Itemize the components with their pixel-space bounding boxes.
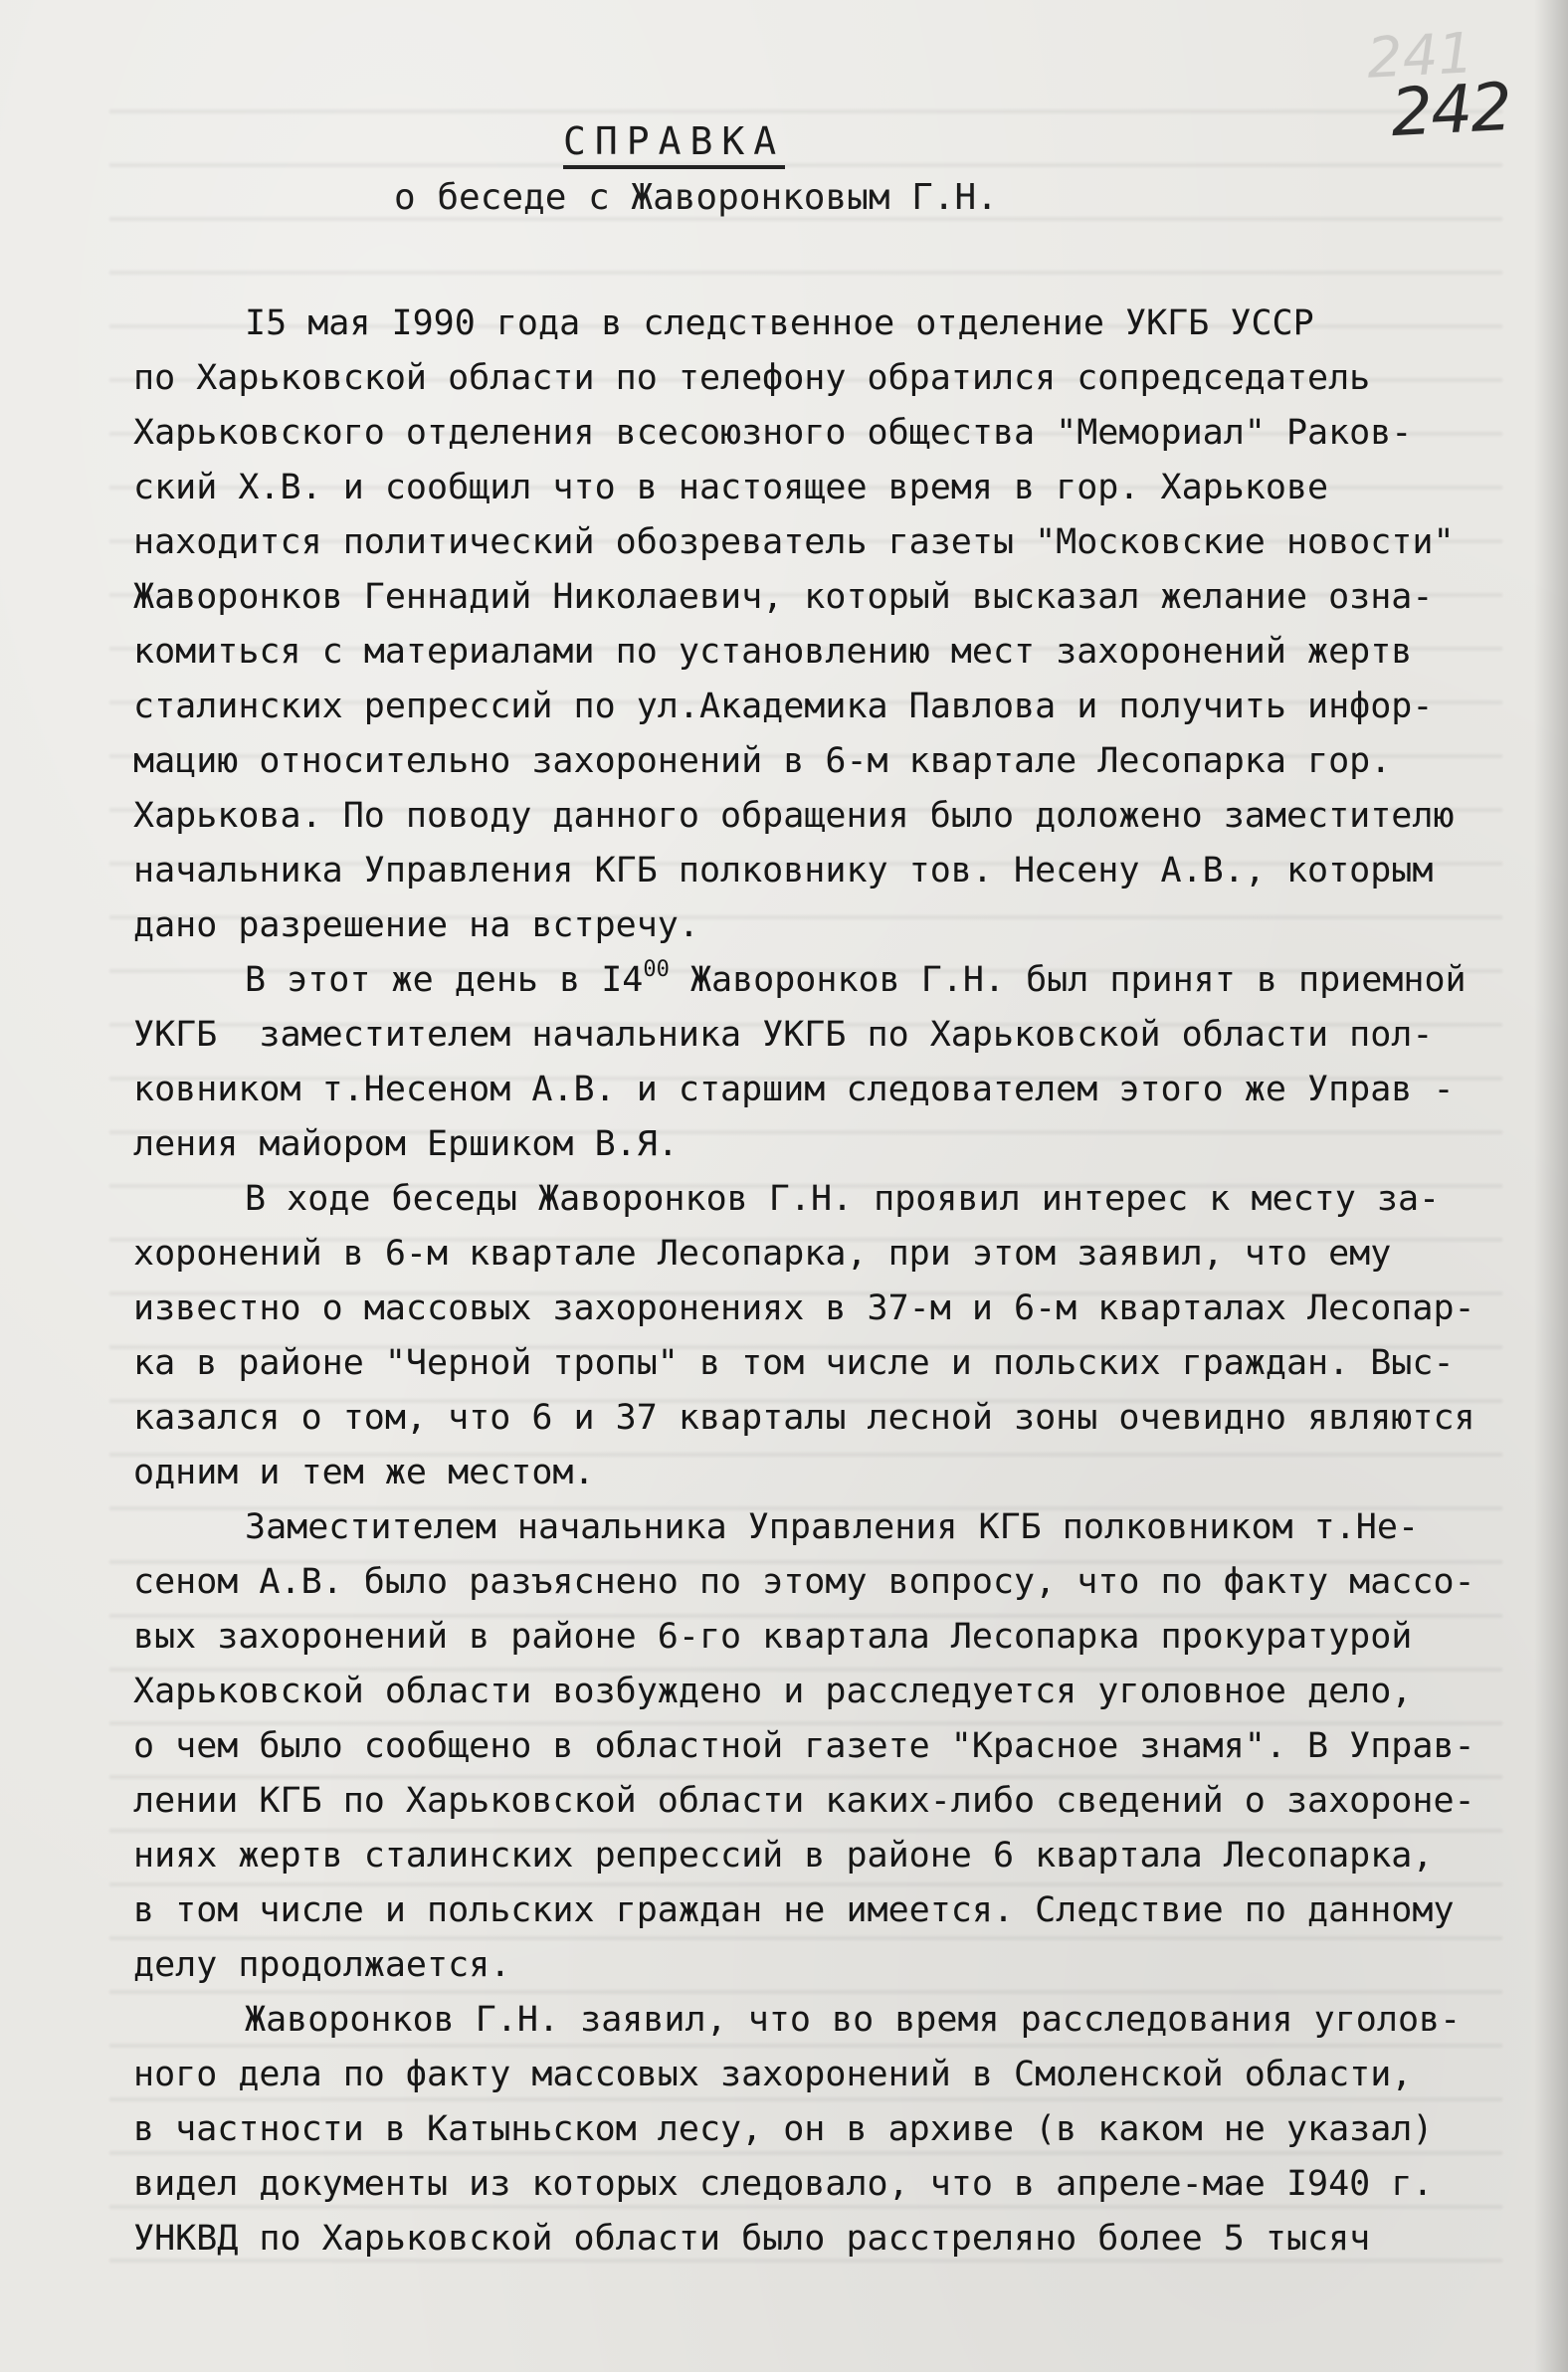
text-line: казался о том, что 6 и 37 кварталы лесной зоны очевидно являются [133,1398,1475,1438]
text-line: комиться с материалами по установлению мест захоронений жертв [133,632,1413,672]
text-line: УНКВД по Харьковской области было расстреляно более 5 тысяч [133,2219,1371,2259]
text-line: в частности в Катыньском лесу, он в архиве (в каком не указал) [133,2109,1434,2149]
text-line: сеном А.В. было разъяснено по этому вопросу, что по факту массо- [133,1562,1475,1602]
text-line: ковником т.Несеном А.В. и старшим следователем этого же Управ - [133,1070,1455,1109]
text-line: Заместителем начальника Управления КГБ полковником т.Не- [245,1507,1420,1547]
text-line: находится политический обозреватель газеты "Московские новости" [133,522,1455,562]
text-line: начальника Управления КГБ полковнику тов. Несену А.В., которым [133,851,1434,890]
text-line: дано разрешение на встречу. [133,905,699,945]
text-line: ка в районе "Черной тропы" в том числе и польских граждан. Выс- [133,1343,1455,1383]
text-line: УКГБ заместителем начальника УКГБ по Харьковской области пол- [133,1015,1434,1055]
text-line: ного дела по факту массовых захоронений в Смоленской области, [133,2055,1413,2094]
time-after: Жаворонков Г.Н. был принят в приемной [669,960,1467,1000]
text-line: Харьковского отделения всесоюзного общества "Мемориал" Раков- [133,413,1413,453]
text-line: в том числе и польских граждан не имеется. Следствие по данному [133,1890,1455,1930]
text-line: по Харьковской области по телефону обратился сопредседатель [133,358,1371,398]
text-line: Жаворонков Г.Н. заявил, что во время расследования уголов- [245,2000,1462,2040]
crossed-page-number: 241 [1365,21,1475,92]
text-line: ский Х.В. и сообщил что в настоящее время в гор. Харькове [133,468,1329,507]
text-line: Харьковской области возбуждено и расследуется уголовное дело, [133,1672,1413,1711]
text-line: лении КГБ по Харьковской области каких-либо сведений о захороне- [133,1781,1475,1821]
text-line: известно о массовых захоронениях в 37-м и 6-м кварталах Лесопар- [133,1288,1475,1328]
text-line: Харькова. По поводу данного обращения было доложено заместителю [133,796,1455,836]
text-line: хоронений в 6-м квартале Лесопарка, при этом заявил, что ему [133,1234,1392,1274]
text-line: о чем было сообщено в областной газете "Красное знамя". В Управ- [133,1726,1475,1766]
handwritten-page-number: 242 [1389,68,1512,152]
text-line: сталинских репрессий по ул.Академика Павлова и получить инфор- [133,687,1434,726]
text-line: Жаворонков Геннадий Николаевич, который высказал желание озна- [133,577,1434,617]
text-line: I5 мая I990 года в следственное отделение УКГБ УССР [245,303,1314,343]
time-minutes-superscript: 00 [643,957,670,982]
text-line-with-time [133,953,1546,1008]
text-line: мацию относительно захоронений в 6-м квартале Лесопарка гор. [133,741,1392,781]
text-line: вых захоронений в районе 6-го квартала Лесопарка прокуратурой [133,1617,1413,1657]
text-line: ниях жертв сталинских репрессий в районе 6 квартала Лесопарка, [133,1836,1434,1876]
text-line: В ходе беседы Жаворонков Г.Н. проявил интерес к месту за- [245,1179,1441,1219]
text-line: видел документы из которых следовало, что в апреле-мае I940 г. [133,2164,1434,2204]
document-title: СПРАВКА [563,119,785,169]
document-subtitle: о беседе с Жаворонковым Г.Н. [394,177,998,218]
text-line: делу продолжается. [133,1945,511,1985]
time-before: В этот же день в I4 [245,960,644,1000]
text-line: ления майором Ершиком В.Я. [133,1124,679,1164]
text-line: одним и тем же местом. [133,1453,595,1492]
document-body [133,296,1546,2267]
